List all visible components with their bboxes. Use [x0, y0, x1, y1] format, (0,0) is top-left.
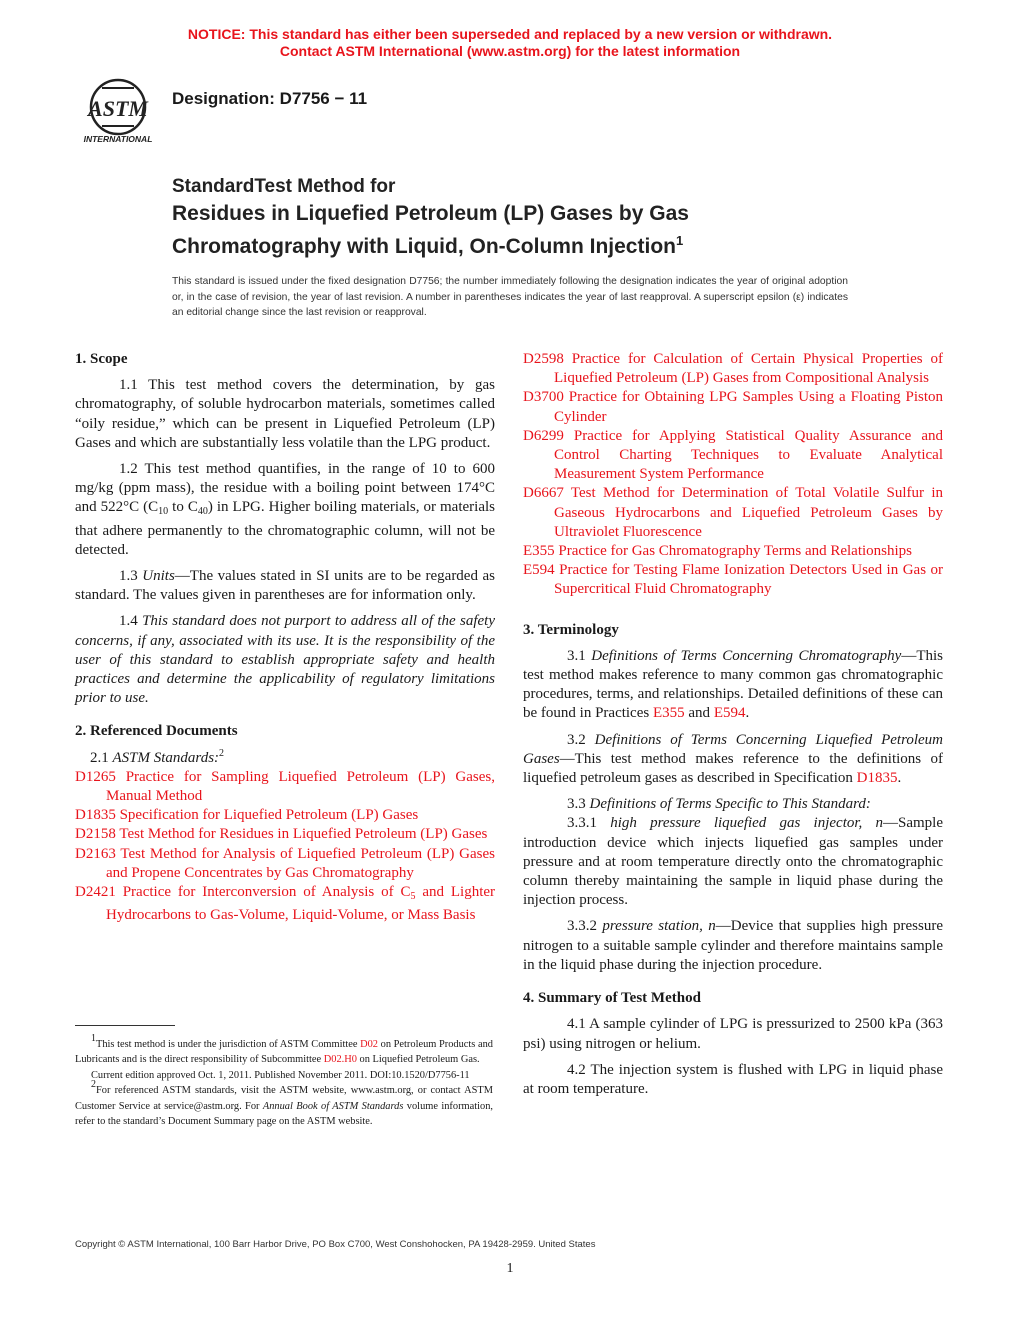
- title-line-1: StandardTest Method for: [172, 176, 396, 197]
- right-column: [523, 350, 943, 1099]
- astm-logo-icon: [72, 76, 164, 144]
- term-3-1-and: and: [684, 705, 714, 722]
- term-3-2-a: —This test method makes reference to the definitions of liquefied petroleum gases as described in Specification: [523, 750, 943, 787]
- ref-title-d2163[interactable]: Test Method for Analysis of Liquefied Petroleum (LP) Gases and Propene Concentrates by Gas Chromatography: [106, 845, 495, 881]
- astm-standards-em: ASTM Standards:: [112, 749, 220, 766]
- section-scope-heading: 1. Scope: [75, 351, 128, 367]
- ref-link-d6299[interactable]: D6299: [523, 427, 564, 444]
- ref-title-d2421-a: Practice for Interconversion of Analysis of C: [122, 884, 411, 901]
- footnote-1-a: This test method is under the jurisdiction of ASTM Committee: [96, 1039, 361, 1050]
- title-line-3-text: Chromatography with Liquid, On-Column Injection: [172, 235, 676, 258]
- footnote-1-c: on Liquefied Petroleum Gas.: [356, 1054, 480, 1066]
- scope-1-3-rest: —The values stated in SI units are to be regarded as standard. The values given in parentheses are for information only.: [75, 568, 495, 604]
- scope-1-2: [75, 460, 495, 560]
- term-3-1-end: .: [745, 705, 750, 722]
- intro-paragraph: This standard is issued under the fixed designation D7756; the number immediately following the designation indicates the year of original adoption or, in the case of revision, the year of last revision. A number in parentheses indicates the year of last reapproval. A superscript epsilon (ε) indicates an editorial change since the last revision or reapproval.: [172, 276, 848, 318]
- ref-link-e355[interactable]: E355: [523, 543, 555, 560]
- ref-link-d2598[interactable]: D2598: [523, 351, 564, 367]
- ref-title-d2421[interactable]: [106, 884, 495, 923]
- astm-standards-subheading: [75, 749, 495, 768]
- ref-item: [523, 427, 943, 485]
- ref-link-d2163[interactable]: D2163: [75, 845, 116, 862]
- footnote-divider: [75, 1025, 175, 1026]
- ref-title-d1835[interactable]: Specification for Liquefied Petroleum (LP) Gases: [119, 807, 419, 824]
- term-3-3-2-rest: —Device that supplies high pressure nitrogen to a suitable sample cylinder and therefore maintains sample in the liquid phase during the injection procedure.: [523, 918, 943, 973]
- link-d02-h0[interactable]: D02.H0: [323, 1054, 357, 1066]
- footnote-1-mark: 1: [91, 1033, 96, 1044]
- supersede-notice: [0, 26, 1020, 60]
- ref-title-d2598[interactable]: Practice for Calculation of Certain Physical Properties of Liquefied Petroleum (LP) Gases from Compositional Analysis: [554, 351, 944, 387]
- ref-item: [75, 845, 495, 883]
- ref-item: [75, 883, 495, 925]
- ref-title-e355[interactable]: Practice for Gas Chromatography Terms and Relationships: [558, 543, 913, 560]
- ref-item: [523, 542, 943, 561]
- scope-1-2-c: ) in LPG. Higher boiling materials, or materials that adhere permanently to the chromatographic column, will not be detected.: [75, 499, 495, 558]
- ref-title-e594[interactable]: Practice for Testing Flame Ionization Detectors Used in Gas or Supercritical Fluid Chromatography: [554, 562, 943, 598]
- link-e355[interactable]: E355: [652, 705, 685, 722]
- footnote-edition: Current edition approved Oct. 1, 2011. Published November 2011. DOI:10.1520/D7756-11: [91, 1069, 470, 1081]
- title-footnote-mark: 1: [675, 233, 684, 248]
- scope-1-1: 1.1 This test method covers the determination, by gas chromatography, of soluble hydrocarbon materials, sometimes called “oily residue,” which can be present in Liquefied Petroleum (LP) Gases and which are substantially less volatile than the LPG product.: [75, 377, 495, 451]
- ref-title-d2421-b: and Lighter Hydrocarbons to Gas-Volume, Liquid-Volume, or Mass Basis: [106, 884, 496, 924]
- term-3-3-2-num: 3.3.2: [567, 918, 603, 935]
- ref-link-d6667[interactable]: D6667: [523, 485, 564, 502]
- astm-standards-mark: 2: [219, 747, 225, 759]
- term-3-3-2-em: pressure station, n: [602, 918, 716, 935]
- scope-1-4-num: 1.4: [119, 613, 143, 630]
- designation: Designation: D7756 − 11: [172, 89, 368, 108]
- ref-link-d3700[interactable]: D3700: [523, 389, 564, 406]
- logo-letters: ASTM: [88, 96, 148, 121]
- ref-title-d1265[interactable]: Practice for Sampling Liquefied Petroleum (LP) Gases, Manual Method: [106, 768, 496, 805]
- summary-4-1: 4.1 A sample cylinder of LPG is pressurized to 2500 kPa (363 psi) using nitrogen or helium.: [523, 1016, 943, 1052]
- ref-link-d2158[interactable]: D2158: [75, 826, 116, 843]
- term-3-3-1-em: high pressure liquefied gas injector, n: [610, 815, 883, 832]
- scope-1-4: [75, 612, 495, 708]
- left-column: [75, 350, 495, 925]
- title-line-3: [172, 227, 689, 260]
- scope-1-2-a: 1.2 This test method quantifies, in the range of 10 to 600 mg/kg (ppm mass), the residue with a boiling point between 174°C and 522°C (C: [75, 461, 495, 516]
- logo-caption: INTERNATIONAL: [83, 134, 153, 144]
- scope-1-4-em: This standard does not purport to address all of the safety concerns, if any, associated with its use. It is the responsibility of the user of this standard to establish appropriate safety and health practices and determine the applicability of regulatory limitations prior to use.: [75, 613, 496, 707]
- term-3-1-num: 3.1: [567, 647, 592, 664]
- scope-1-3-em: Units: [142, 568, 175, 585]
- terminology-3-1: [523, 647, 943, 724]
- footnote-2-em: Annual Book of ASTM Standards: [262, 1100, 404, 1112]
- ref-title-d2158[interactable]: Test Method for Residues in Liquefied Petroleum (LP) Gases: [119, 826, 488, 843]
- link-e594[interactable]: E594: [713, 705, 746, 722]
- scope-1-3: [75, 567, 495, 605]
- scope-1-2-sub1: 10: [158, 506, 169, 518]
- copyright-line: Copyright © ASTM International, 100 Barr Harbor Drive, PO Box C700, West Conshohocken, PA 19428-2959. United States: [75, 1239, 596, 1250]
- astm-standards-num: 2.1: [90, 749, 113, 766]
- link-d02[interactable]: D02: [360, 1039, 378, 1050]
- ref-item: [523, 350, 943, 388]
- terminology-3-2: [523, 731, 943, 789]
- ref-title-d2421-sub: 5: [410, 891, 416, 903]
- scope-1-2-b: to C: [168, 499, 198, 516]
- terminology-3-3-1: [523, 814, 943, 910]
- ref-title-d6667[interactable]: Test Method for Determination of Total Volatile Sulfur in Gaseous Hydrocarbons and Liquefied Petroleum Gases by Ultraviolet Fluorescence: [554, 485, 944, 540]
- page-number: 1: [506, 1261, 514, 1276]
- footnote-2-a: For referenced ASTM standards, visit the ASTM website, www.astm.org, or contact ASTM Customer Service at service@astm.org. For: [75, 1085, 493, 1112]
- section-terminology-heading: 3. Terminology: [523, 621, 619, 638]
- term-3-3-1-num: 3.3.1: [567, 815, 611, 832]
- ref-item: [75, 806, 495, 825]
- term-3-1-a: —This test method makes reference to many common gas chromatographic procedures, terms, and relationships. Detailed definitions of these can be found in Practices: [523, 647, 943, 722]
- document-title: [172, 174, 689, 260]
- term-3-3-1-rest: —Sample introduction device which injects liquefied gas samples under pressure and at room temperature directly onto the chromatographic column thereby maintaining the sample in liquid phase during the injection process.: [523, 815, 943, 909]
- footnote-1: [75, 1033, 493, 1068]
- section-summary-heading: 4. Summary of Test Method: [523, 990, 701, 1007]
- notice-line-2: Contact ASTM International (www.astm.org) for the latest information: [279, 43, 741, 59]
- ref-item: [523, 484, 943, 542]
- ref-link-d1265[interactable]: D1265: [75, 768, 116, 785]
- footnote-1-b: on Petroleum Products and Lubricants and is the direct responsibility of Subcommittee: [75, 1039, 493, 1066]
- terminology-3-3: [523, 795, 943, 814]
- ref-link-e594[interactable]: E594: [523, 562, 555, 579]
- term-3-3-em: Definitions of Terms Specific to This Standard:: [589, 796, 871, 813]
- term-3-1-em: Definitions of Terms Concerning Chromatography: [591, 647, 902, 664]
- ref-item: [523, 561, 943, 599]
- ref-link-d2421[interactable]: D2421: [75, 884, 116, 901]
- notice-line-1: NOTICE: This standard has either been superseded and replaced by a new version or withdrawn.: [187, 26, 833, 42]
- footnote-2: [75, 1079, 493, 1129]
- term-3-3-num: 3.3: [567, 796, 590, 813]
- title-line-2: Residues in Liquefied Petroleum (LP) Gases by Gas: [172, 202, 689, 225]
- footnotes: [75, 1033, 493, 1129]
- terminology-3-3-2: [523, 917, 943, 975]
- ref-title-d3700[interactable]: Practice for Obtaining LPG Samples Using a Floating Piston Cylinder: [554, 389, 944, 425]
- ref-title-d6299[interactable]: Practice for Applying Statistical Quality Assurance and Control Charting Techniques to Evaluate Analytical Measurement System Performance: [554, 427, 944, 483]
- ref-link-d1835[interactable]: D1835: [75, 807, 116, 824]
- term-3-2-end: .: [897, 770, 902, 787]
- scope-1-2-sub2: 40: [197, 506, 208, 518]
- ref-item: [523, 388, 943, 426]
- summary-4-2: 4.2 The injection system is flushed with LPG in liquid phase at room temperature.: [523, 1061, 943, 1097]
- term-3-2-num: 3.2: [567, 731, 595, 748]
- section-referenced-heading: 2. Referenced Documents: [75, 723, 238, 740]
- link-d1835[interactable]: D1835: [856, 770, 898, 787]
- ref-item: [75, 768, 495, 806]
- ref-item: [75, 825, 495, 844]
- footnote-2-b: volume information, refer to the standard’s Document Summary page on the ASTM website.: [75, 1100, 493, 1128]
- footnote-2-mark: 2: [91, 1079, 96, 1091]
- term-3-2-em: Definitions of Terms Concerning Liquefied Petroleum Gases: [523, 731, 944, 767]
- scope-1-3-num: 1.3: [119, 568, 143, 585]
